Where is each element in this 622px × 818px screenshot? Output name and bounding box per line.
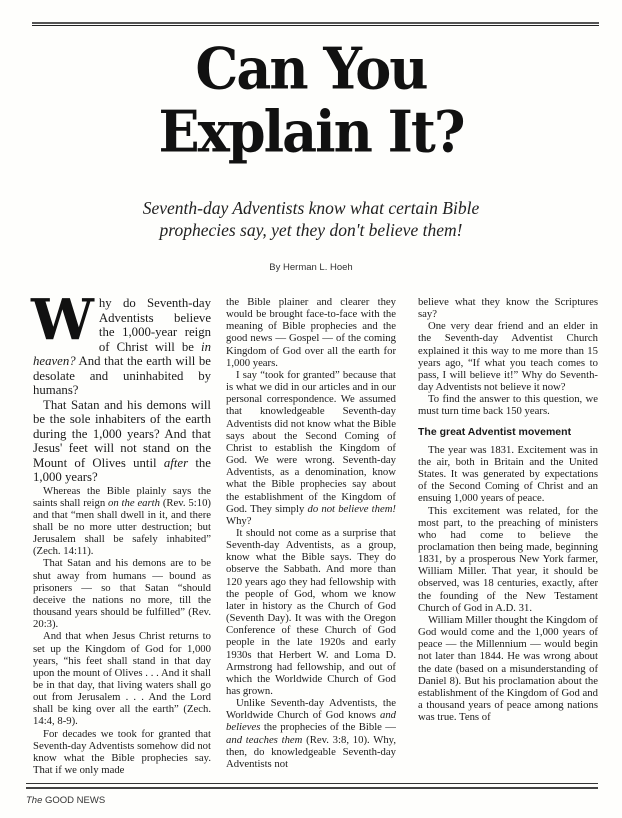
section-heading: The great Adventist movement <box>418 425 572 438</box>
emphasis: after <box>163 455 189 470</box>
paragraph: It should not come as a surprise that Seventh-day Adventists, as a group, know what the Bible says. They do observe the Sabbath. And more than 120 years ago they had fellowship with the people of God, whom we know later in history as the Church of God (Seventh Day). It was with the Oregon Conference of these Church of God people in the late 1920s and early 1930s that Herbert W. and Loma D. Armstrong had fellowship, and out of which the Worldwide Church of God has grown. <box>226 526 396 697</box>
paragraph: And that when Jesus Christ returns to set up the Kingdom of God for 1,000 years, “his feet shall stand in that day upon the mount of Olives . . . And it shall be in that day, that living waters shall go out from Jerusalem . . . And the Lord shall be king over all the earth” (Zech. 14:4, 8-9). <box>33 630 211 728</box>
footer-publication-name: GOOD NEWS <box>42 795 106 806</box>
paragraph: To find the answer to this question, we must turn time back 150 years. <box>418 393 598 418</box>
paragraph <box>226 697 396 770</box>
top-rule-thick <box>32 22 599 24</box>
text-run: And that the earth will be desolate and uninhabited by humans? <box>33 354 211 397</box>
paragraph <box>33 398 211 485</box>
subtitle-line-2: prophecies say, yet they don't believe them! <box>159 220 463 240</box>
title-line-1: Can You <box>195 34 427 103</box>
footer-prefix: The <box>26 795 43 806</box>
bottom-rule-thick <box>26 787 598 789</box>
paragraph-continued: believe what they know the Scriptures say? <box>418 296 598 321</box>
emphasis: do not believe them! <box>307 502 396 515</box>
top-rule-divider <box>32 22 599 27</box>
emphasis: and teaches them <box>226 733 303 746</box>
paragraph-continued: the Bible plainer and clearer they would be brought face-to-face with the meaning of Bible prophecies and the good news — Gospel — of the coming Kingdom of God over all the earth for 1,000 years. <box>226 296 396 369</box>
drop-cap: W <box>31 287 94 353</box>
paragraph: One very dear friend and an elder in the Seventh-day Adventist Church explained it this way to me more than 15 years ago, “If what you teach comes to pass, I will believe it!” Why do Seventh-day Adventists not believe it now? <box>418 320 598 394</box>
subtitle-line-1: Seventh-day Adventists know what certain Bible <box>142 198 480 218</box>
text-column-2 <box>226 296 396 770</box>
text-run: That Satan and his demons will be the sole inhabiters of the earth during the 1,000 years? And that Jesus' feet will not stand on the Mount of Olives until <box>33 397 211 470</box>
text-run: Why? <box>226 514 252 527</box>
lead-paragraph <box>31 287 211 398</box>
paragraph <box>33 485 211 558</box>
emphasis: and believes <box>226 709 396 734</box>
paragraph: That Satan and his demons are to be shut away from humans — bound as prisoners — so that Satan “should deceive the nations no more, till the thousand years should be fulfilled” (Rev. 20:3). <box>33 557 211 631</box>
paragraph <box>226 369 396 527</box>
title-line-2: Explain It? <box>158 97 464 166</box>
text-run: the prophecies of the Bible — <box>260 721 396 734</box>
text-run: hy do Seventh-day Adventists believe the 1,000-year reign of Christ will be <box>98 296 211 354</box>
emphasis: in heaven? <box>33 339 211 368</box>
text-column-1 <box>31 287 211 777</box>
article-title <box>0 34 622 166</box>
text-run: I say “took for granted” because that is what we did in our articles and in our personal correspondence. We assumed that knowledgeable Seventh-day Adventists did not know what the Bible says about the Second Coming of Christ to establish the Kingdom of God. We were wrong. Seventh-day Adventists, as a denomination, know what the Bible prophecies say about the establishment of the Kingdom of God. They simply <box>226 368 396 515</box>
text-run: Unlike Seventh-day Adventists, the Worldwide Church of God knows <box>226 697 396 722</box>
text-run: (Rev. 3:8, 10). Why, then, do knowledgeable Seventh-day Adventists not <box>226 733 397 770</box>
author-byline: By Herman L. Hoeh <box>269 262 353 273</box>
text-column-3 <box>418 296 598 723</box>
text-run: the 1,000 years? <box>33 455 211 484</box>
emphasis: on the earth <box>108 496 160 509</box>
paragraph: For decades we took for granted that Seventh-day Adventists somehow did not know what the Bible prophecies say. That if we only made <box>33 727 211 777</box>
publication-footer <box>26 795 105 806</box>
text-run: Whereas the Bible plainly says the saints shall reign <box>33 484 211 509</box>
text-run: (Rev. 5:10) and that “men shall dwell in it, and there shall be no more utter destruction; but Jerusalem shall be safely inhabited” (Zech. 14:11). <box>33 496 211 558</box>
paragraph: The year was 1831. Excitement was in the air, both in Britain and the United States. It was generated by expectations of the Second Coming of Christ and an ensuing 1,000 years of peace. <box>418 443 598 505</box>
paragraph: William Miller thought the Kingdom of God would come and the 1,000 years of peace — the Millennium — would begin not later than 1844. He was wrong about the date (based on a misunderstanding of Daniel 8). But his proclamation about the establishment of the Kingdom of God and a thousand years of peace among nations was true. Tens of <box>418 613 598 724</box>
paragraph: This excitement was related, for the most part, to the preaching of ministers who had come to believe the proclamation then being made, beginning 1831, by a prosperous New York farmer, William Miller. That year, it should be observed, was 18 centuries, exactly, after the founding of the New Testament Church of God in A.D. 31. <box>418 504 598 614</box>
top-rule-thin <box>32 25 599 26</box>
article-subtitle <box>0 197 622 241</box>
bottom-rule-divider <box>26 783 598 789</box>
bottom-rule-thin <box>26 783 598 784</box>
